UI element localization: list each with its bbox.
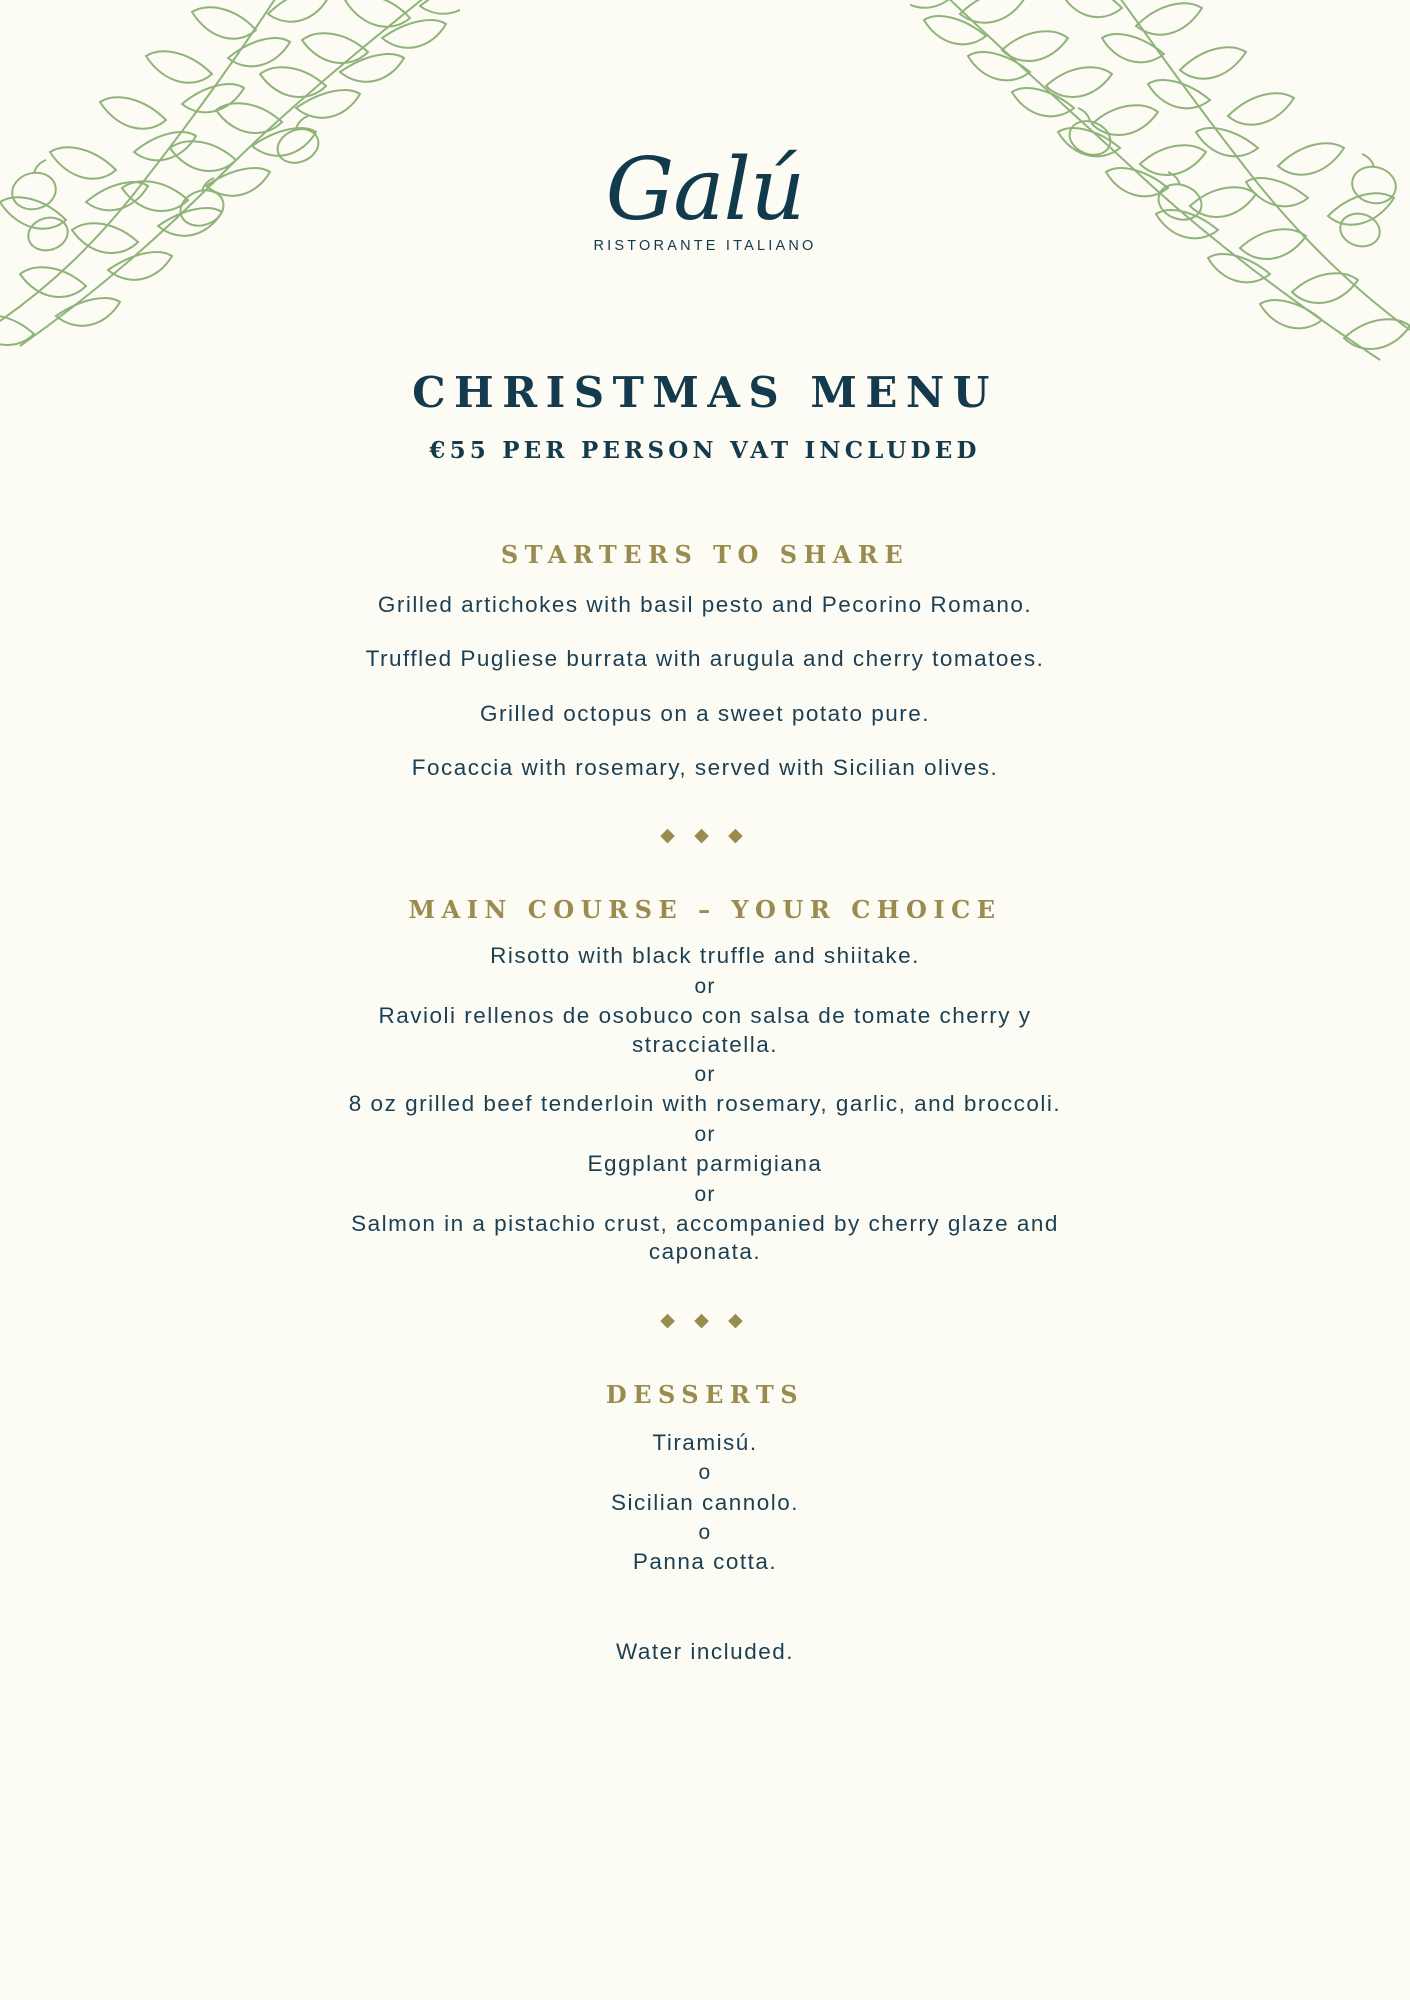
ornament-divider: ◆ ◆ ◆: [660, 1309, 750, 1331]
menu-price: €55 PER PERSON VAT INCLUDED: [429, 437, 981, 464]
menu-item: Tiramisú.: [652, 1429, 758, 1455]
menu-item: Ravioli rellenos de osobuco con salsa de tomate cherry y stracciatella.: [378, 1003, 1032, 1057]
menu-item: Truffled Pugliese burrata with arugula and cherry tomatoes.: [365, 646, 1045, 672]
menu-item: Focaccia with rosemary, served with Sicilian olives.: [411, 755, 999, 781]
menu-item: Salmon in a pistachio crust, accompanied by cherry glaze and caponata.: [351, 1211, 1059, 1265]
section-main-course: [0, 895, 1410, 1266]
choice-separator: or: [694, 1122, 716, 1146]
brand-logo: [0, 140, 1410, 254]
menu-item: Sicilian cannolo.: [610, 1489, 800, 1515]
section-starters: [0, 540, 1410, 782]
menu-item: 8 oz grilled beef tenderloin with rosemary, garlic, and broccoli.: [348, 1091, 1062, 1117]
choice-separator: or: [694, 1182, 716, 1206]
menu-item: Grilled artichokes with basil pesto and Pecorino Romano.: [377, 592, 1033, 617]
page-title: CHRISTMAS MENU: [412, 368, 998, 417]
choice-separator: or: [694, 974, 716, 998]
menu-content: [0, 540, 1410, 1665]
ornament-divider: ◆ ◆ ◆: [660, 825, 750, 847]
footnote-water-included: Water included.: [616, 1638, 794, 1664]
choice-separator: o: [698, 1461, 712, 1485]
choice-separator: or: [694, 1062, 716, 1086]
section-heading-desserts: DESSERTS: [605, 1379, 805, 1409]
section-heading-starters: STARTERS TO SHARE: [500, 540, 910, 569]
section-heading-main-course: MAIN COURSE – YOUR CHOICE: [408, 895, 1002, 925]
menu-item: Grilled octopus on a sweet potato pure.: [480, 700, 930, 726]
section-desserts: [0, 1380, 1410, 1577]
menu-item: Eggplant parmigiana: [587, 1151, 823, 1177]
brand-name: Galú: [605, 140, 805, 240]
menu-item: Panna cotta.: [632, 1549, 778, 1575]
brand-tagline: RISTORANTE ITALIANO: [593, 237, 817, 254]
choice-separator: o: [698, 1520, 712, 1544]
menu-item: Risotto with black truffle and shiitake.: [490, 943, 920, 969]
